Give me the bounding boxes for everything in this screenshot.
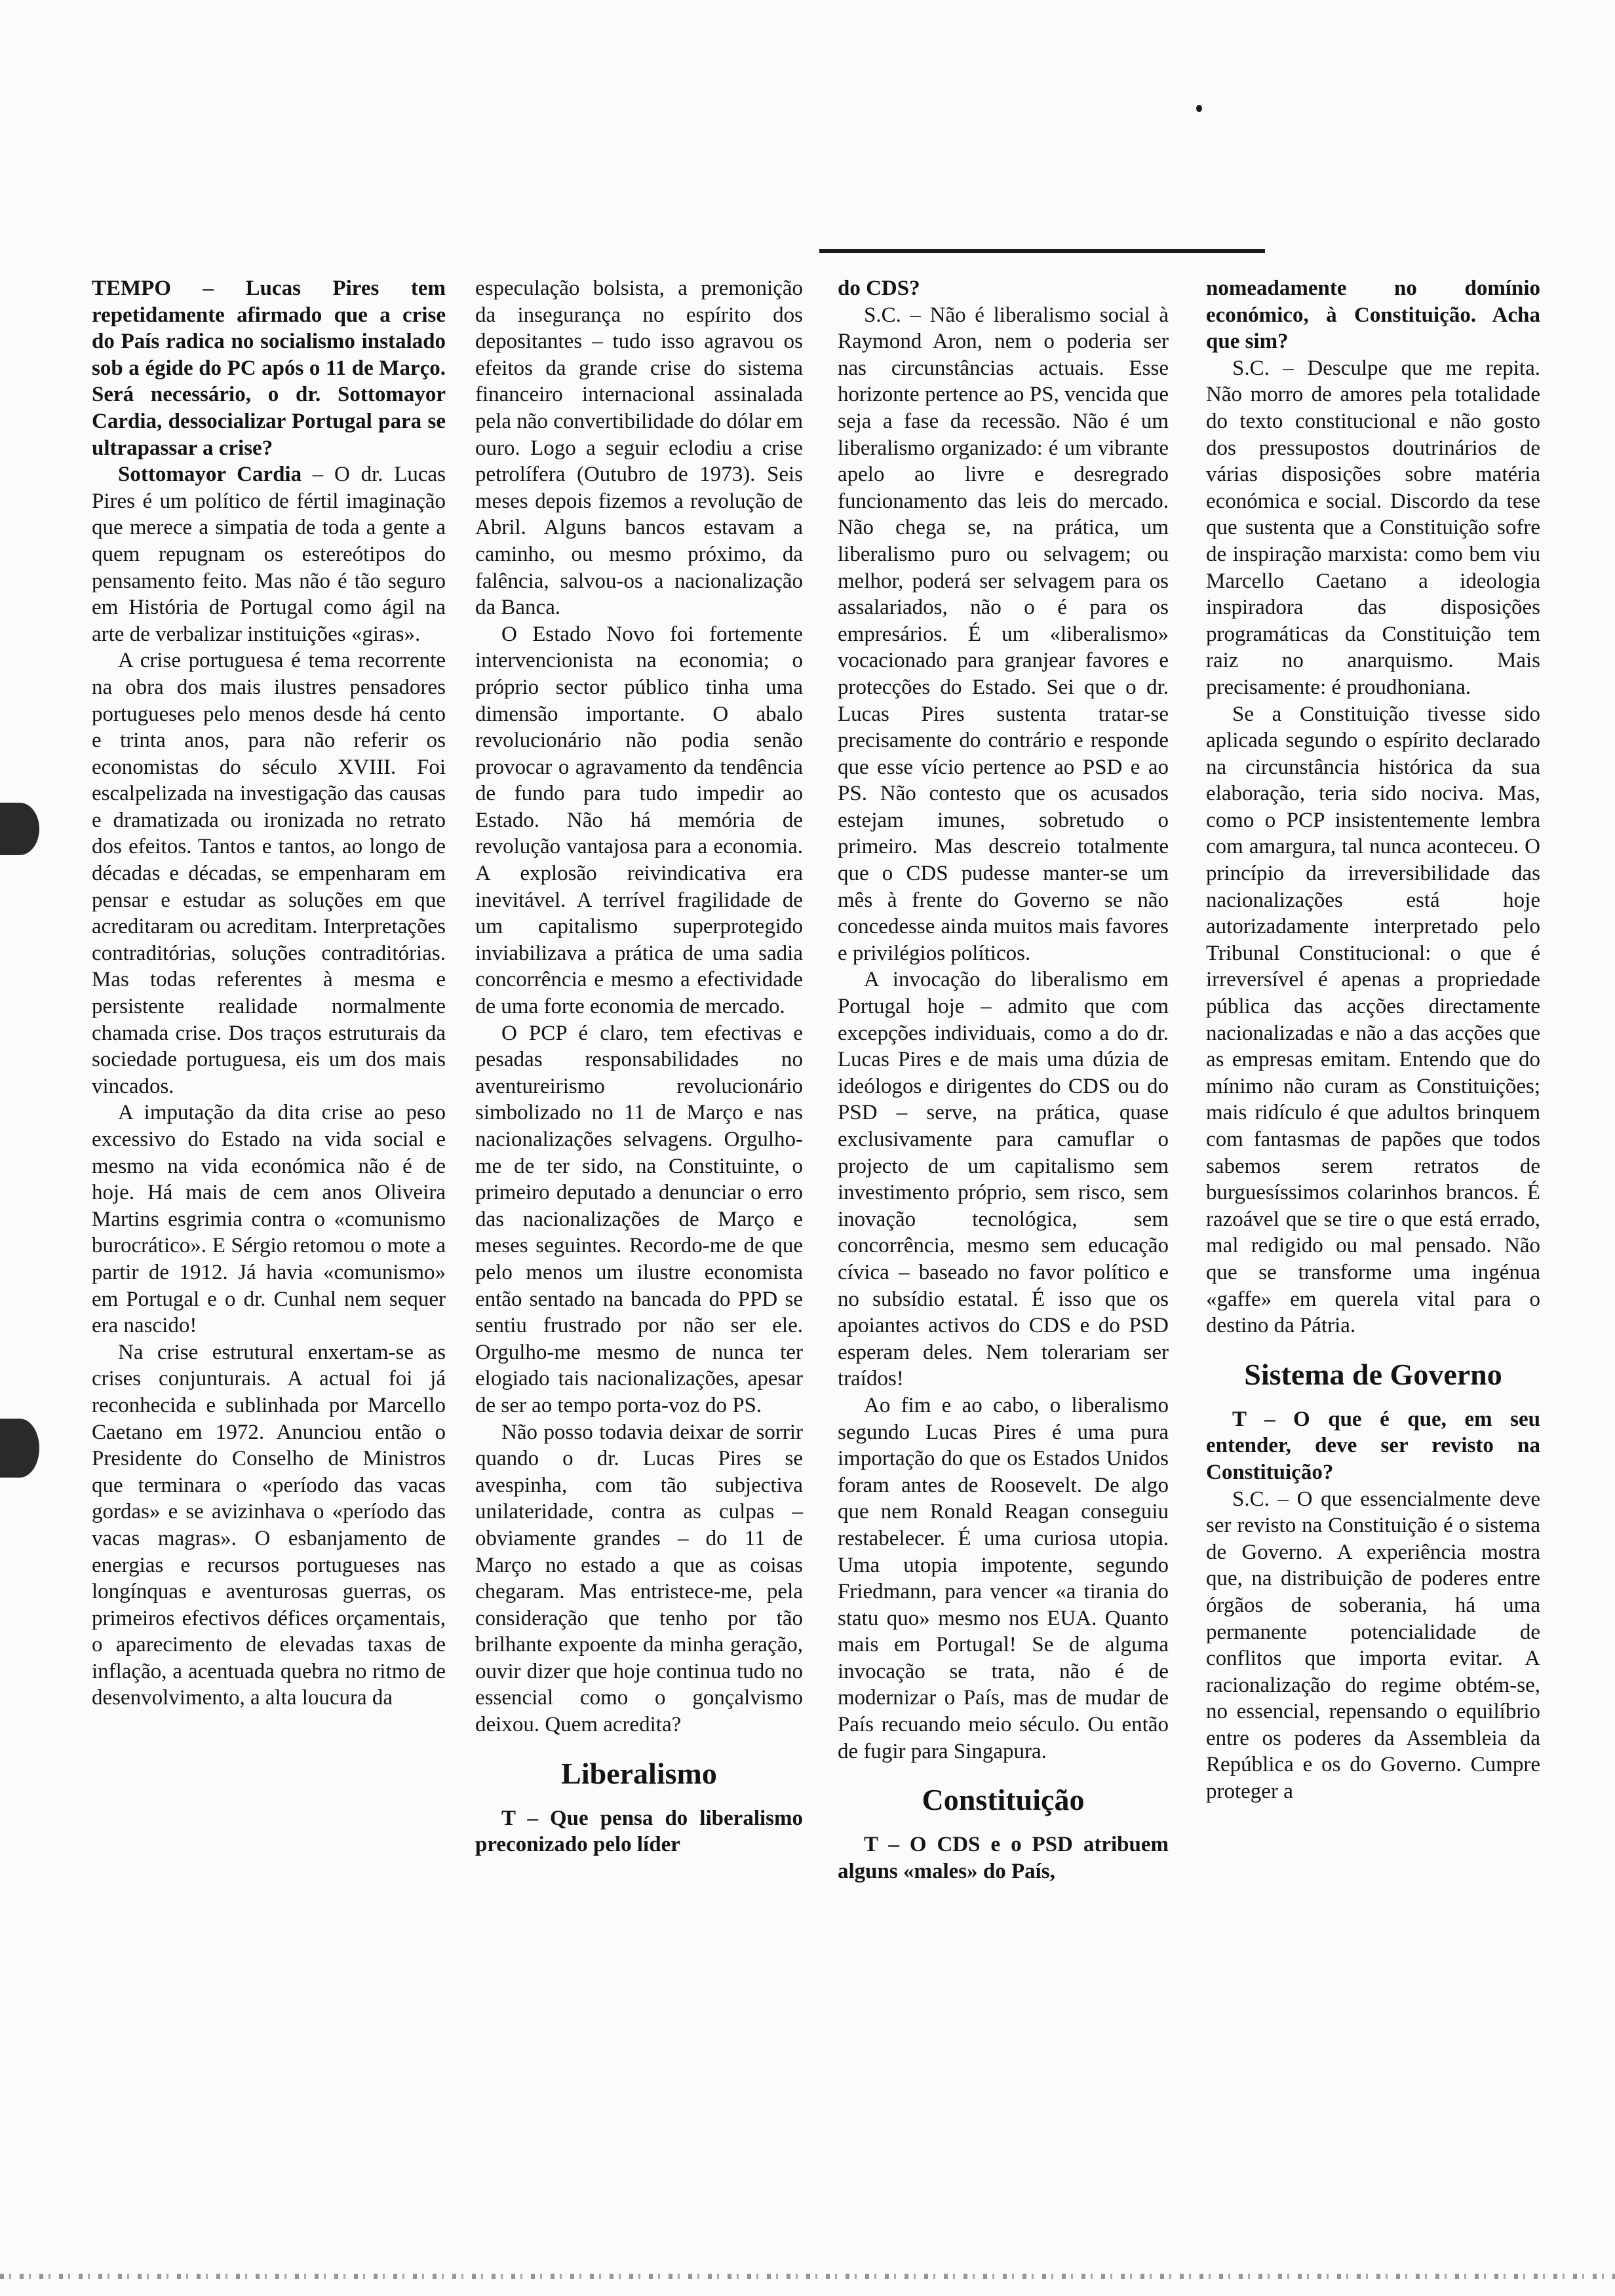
paragraph: Não posso todavia deixar de sorrir quando o dr. Lucas Pires se avespinha, com tão subjectiva unilateridade, contra as culpas – obviamente grandes – do 11 de Março no estado a que as coisas chegaram. Mas entristece-me, pela consideração que tenho por tão brilhante expoente da minha geração, ouvir dizer que hoje continua tudo no essencial como o gonçalvismo deixou. Quem acredita? xyxy=(475,1420,803,1737)
paragraph: O Estado Novo foi fortemente intervencionista na economia; o próprio sector público tinha uma dimensão importante. O abalo revolucionário não podia senão provocar o agravamento da tendência de fundo para tudo impedir ao Estado. Não há memória de revolução vantajosa para a economia. A explosão reivindicativa era inevitável. A terrível fragilidade de um capitalismo superprotegido inviabilizava a prática de uma sadia concorrência e mesmo a efectividade de uma forte economia de mercado. xyxy=(475,622,803,1019)
paragraph: Ao fim e ao cabo, o liberalismo segundo Lucas Pires é uma pura importação do que os Estados Unidos foram antes de Roosevelt. De algo que nem Ronald Reagan conseguiu restabelecer. É uma curiosa utopia. Uma utopia impotente, segundo Friedmann, para vencer «a tirania do statu quo» mesmo nos EUA. Quanto mais em Portugal! Se de alguma invocação se trata, não é de modernizar o País, mas de mudar de País recuando meio século. Ou então de fugir para Singapura. xyxy=(838,1393,1169,1763)
binder-hole-top xyxy=(0,803,39,855)
column-2 xyxy=(475,275,803,1858)
paragraph: Na crise estrutural enxertam-se as crises conjunturais. A actual foi já reconhecida e sublinhada por Marcello Caetano em 1972. Anunciou então o Presidente do Conselho de Ministros que terminara o «período das vacas gordas» e se avizinhava o «período das vacas magras». O esbanjamento de energias e recursos portugueses nas longínquas e aventurosas guerras, os primeiros efectivos défices orçamentais, o aparecimento de elevadas taxas de inflação, a acentuada quebra no ritmo de desenvolvimento, a alta loucura da xyxy=(92,1340,446,1710)
answer-text: – Não é liberalismo social à Raymond Aron, nem o poderia ser nas circunstâncias actuais. Esse horizonte pertence ao PS, vencida que seja a fase da recessão. Não é um liberalismo organizado: é um vibrante apelo ao livre e desregrado funcionamento das leis do mercado. Não chega se, na prática, um liberalismo puro ou selvagem; ou melhor, poderá ser selvagem para os assalariados, não o é para os empresários. É um «liberalismo» vocacionado para granjear favores e protecções do Estado. Sei que o dr. Lucas Pires sustenta tratar-se precisamente do contrário e responde que esse vício pertence ao PSD e ao PS. Não contesto que os acusados estejam imunes, sobretudo o primeiro. Mas descreio totalmente que o CDS pudesse manter-se um mês à frente do Governo se não concedesse ainda muitos mais favores e privilégios políticos. xyxy=(838,303,1169,965)
speaker-name: Sottomayor Cardia xyxy=(118,463,302,487)
paragraph: A crise portuguesa é tema recorrente na obra dos mais ilustres pensadores portugueses pelo menos desde há cento e trinta anos, para não referir os economistas do século XVIII. Foi escalpelizada na investigação das causas e dramatizada ou ironizada no retrato dos efeitos. Tantos e tantos, ao longo de décadas e décadas, se empenharam em pensar e estudar as soluções em que acreditaram ou acreditam. Interpretações contraditórias, soluções contraditórias. Mas todas referentes à mesma e persistente realidade normalmente chamada crise. Dos traços estruturais da sociedade portuguesa, eis um dos mais vincados. xyxy=(92,649,446,1098)
answer-text: – Desculpe que me repita. Não morro de amores pela totalidade do texto constitucional e não gosto dos pressupostos doutrinários de várias disposições sobre matéria económica e social. Discordo da tese que sustenta que a Constituição sofre de inspiração marxista: como bem viu Marcello Caetano a ideologia inspiradora das disposições programáticas da Constituição tem raiz no anarquismo. Mais precisamente: é proudhoniana. xyxy=(1206,356,1540,699)
binder-hole-bottom xyxy=(0,1419,39,1478)
speaker-initials: S.C. xyxy=(864,303,901,327)
interview-question: TEMPO – Lucas Pires tem repetidamente afirmado que a crise do País radica no socialismo instalado sob a égide do PC após o 11 de Março. Será necessário, o dr. Sottomayor Cardia, dessocializar Portugal para se ultrapassar a crise? xyxy=(92,277,446,460)
speaker-initials: S.C. xyxy=(1232,356,1270,380)
answer-paragraph xyxy=(838,302,1169,967)
section-heading-sistema-de-governo: Sistema de Governo xyxy=(1244,1357,1502,1391)
section-heading-liberalismo: Liberalismo xyxy=(561,1756,717,1790)
speaker-initials: S.C. xyxy=(1232,1487,1270,1511)
paragraph: A imputação da dita crise ao peso excessivo do Estado na vida social e mesmo na vida económica não é de hoje. Há mais de cem anos Oliveira Martins esgrimia contra o «comunismo burocrático». E Sérgio retomou o mote a partir de 1912. Já havia «comunismo» em Portugal e o dr. Cunhal nem sequer era nascido! xyxy=(92,1101,446,1338)
answer-text: – O dr. Lucas Pires é um político de fértil imaginação que merece a simpatia de toda a gente a quem repugnam os estereótipos do pensamento feito. Mas não é tão seguro em História de Portugal como ágil na arte de verbalizar instituições «giras». xyxy=(92,463,446,646)
interview-question: T – O que é que, em seu entender, deve ser revisto na Constituição? xyxy=(1206,1407,1540,1484)
interview-question: T – Que pensa do liberalismo preconizado pelo líder xyxy=(475,1806,803,1857)
column-4 xyxy=(1206,275,1540,1805)
scan-edge-noise xyxy=(0,2274,1615,2279)
paragraph: Se a Constituição tivesse sido aplicada segundo o espírito declarado na circunstância histórica da sua elaboração, teria sido nociva. Mas, como o PCP insistentemente lembra com amargura, tal nunca aconteceu. O princípio da irreversibilidade das nacionalizações está hoje autorizadamente interpretado pelo Tribunal Constitucional: o que é irreversível é apenas a propriedade pública das acções directamente nacionalizadas e não a das acções que as empresas emitam. Entendo que do mínimo não curam as Constituições; mais ridículo é que adultos brinquem com fantasmas de papões que todos sabemos serem retratos de burguesíssimos colarinhos brancos. É razoável que se tire o que está errado, mal redigido ou mal pensado. Não que se transforme uma ingénua «gaffe» em querela vital para o destino da Pátria. xyxy=(1206,702,1540,1338)
paragraph: especulação bolsista, a premonição da insegurança no espírito dos depositantes – tudo isso agravou os efeitos da grande crise do sistema financeiro internacional assinalada pela não convertibilidade do dólar em ouro. Logo a seguir eclodiu a crise petrolífera (Outubro de 1973). Seis meses depois fizemos a revolução de Abril. Alguns bancos estavam a caminho, ou mesmo próximo, da falência, salvou-os a nacionalização da Banca. xyxy=(475,277,803,620)
paragraph: O PCP é claro, tem efectivas e pesadas responsabilidades no aventureirismo revolucionário simbolizado no 11 de Março e nas nacionalizações selvagens. Orgulho-me de ter sido, na Constituinte, o primeiro deputado a denunciar o erro das nacionalizações de Março e meses seguintes. Recordo-me de que pelo menos um ilustre economista então sentado na bancada do PPD se sentiu frustrado por não ser ele. Orgulho-me mesmo de nunca ter elogiado tais nacionalizações, apesar de ser ao tempo porta-voz do PS. xyxy=(475,1021,803,1417)
answer-paragraph xyxy=(1206,1486,1540,1805)
paragraph: A invocação do liberalismo em Portugal hoje – admito que com excepções individuais, como a do dr. Lucas Pires e de mais uma dúzia de ideólogos e dirigentes do CDS ou do PSD – serve, na prática, quase exclusivamente para camuflar o projecto de um capitalismo sem investimento próprio, sem risco, sem inovação tecnológica, sem concorrência, mesmo sem educação cívica – baseado no favor político e no subsídio estatal. É isso que os apoiantes activos do CDS e do PSD esperam deles. Nem tolerariam ser traídos! xyxy=(838,968,1169,1391)
interview-question-end: do CDS? xyxy=(838,277,920,300)
ink-dot xyxy=(1196,105,1202,112)
column-1 xyxy=(92,275,446,1712)
top-rule xyxy=(819,249,1265,253)
section-heading-constituicao: Constituição xyxy=(922,1783,1085,1817)
answer-text: – O que essencialmente deve ser revisto na Constituição é o sistema de Governo. A experiência mostra que, na distribuição de poderes entre órgãos de soberania, há uma permanente potencialidade de conflitos que importa evitar. A racionalização do regime obtém-se, no essencial, repensando o equilíbrio entre os poderes da Assembleia da República e os do Governo. Cumpre proteger a xyxy=(1206,1487,1540,1804)
answer-paragraph xyxy=(92,461,446,647)
interview-question-end: nomeadamente no domínio económico, à Constituição. Acha que sim? xyxy=(1206,277,1540,354)
column-3 xyxy=(838,275,1169,1885)
interview-question: T – O CDS e o PSD atribuem alguns «males» do País, xyxy=(838,1833,1169,1883)
answer-paragraph xyxy=(1206,355,1540,701)
